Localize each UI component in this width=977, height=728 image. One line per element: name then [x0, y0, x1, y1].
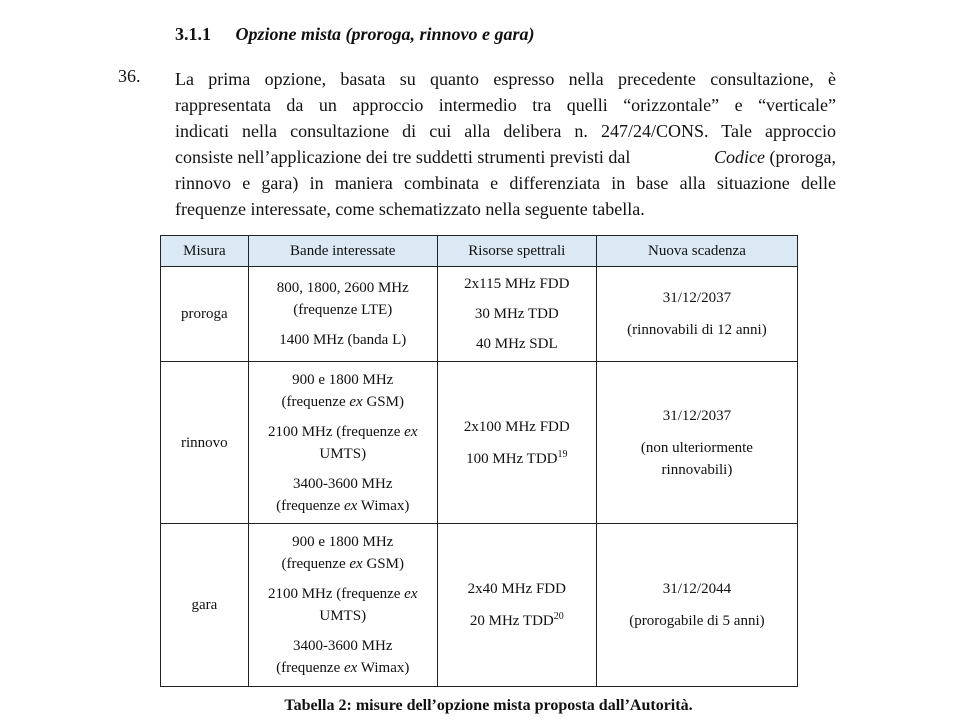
- table-row: [161, 362, 798, 524]
- cell-text: 2100 MHz (frequenze: [267, 586, 401, 602]
- italic-term: ex: [349, 393, 363, 410]
- cell-line: 31/12/2044: [662, 581, 732, 597]
- paragraph-line: indicati nella consultazione di cui alla delibera n. 247/24/CONS. Tale approccio: [175, 121, 836, 141]
- paragraph-line: rinnovo e gara) in maniera combinata e differenziata in base alla situazione delle: [175, 173, 836, 193]
- cell-line: 3400-3600 MHz: [292, 638, 393, 654]
- paragraph-line-text: consiste nell’applicazione dei tre suddetti strumenti previsti dal: [175, 147, 631, 167]
- cell-line: 31/12/2037: [662, 290, 732, 306]
- spacer: [442, 600, 592, 610]
- cell-line: 1400 MHz (banda L): [279, 332, 407, 348]
- section-title: Opzione mista (proroga, rinnovo e gara): [235, 24, 535, 44]
- spacer: [253, 413, 433, 421]
- italic-term: ex: [343, 660, 358, 676]
- bands-cell: [248, 524, 437, 687]
- cell-line: [253, 657, 433, 679]
- cell-text: 100 MHz TDD: [466, 450, 558, 467]
- cell-text: (frequenze: [276, 660, 341, 676]
- column-header: Risorse spettrali: [437, 236, 596, 267]
- table-caption: Tabella 2: misure dell’opzione mista proposta dall’Autorità.: [284, 697, 693, 714]
- cell-text: (frequenze: [281, 393, 346, 410]
- section-heading: [175, 24, 535, 45]
- cell-line: 900 e 1800 MHz: [292, 371, 394, 388]
- cell-line: (prorogabile di 5 anni): [629, 613, 765, 629]
- measure-cell: proroga: [161, 267, 249, 362]
- bands-cell: [248, 362, 437, 524]
- cell-line: 900 e 1800 MHz: [292, 534, 394, 550]
- cell-text: GSM): [366, 556, 404, 572]
- cell-text: (frequenze: [276, 497, 341, 514]
- cell-line: rinnovabili): [661, 461, 733, 478]
- measure-cell: gara: [161, 524, 249, 687]
- paragraph-line-text: (proroga,: [769, 147, 836, 167]
- table-header-row: [161, 236, 798, 267]
- cell-line: 31/12/2037: [662, 407, 732, 424]
- spacer: [253, 575, 433, 583]
- cell-line: [442, 610, 592, 632]
- spacer: [253, 465, 433, 473]
- italic-term: ex: [404, 586, 418, 602]
- spacer: [601, 427, 793, 437]
- cell-line: (rinnovabili di 12 anni): [627, 322, 767, 338]
- paragraph-line: frequenze interessate, come schematizzato nella seguente tabella.: [175, 199, 645, 219]
- cell-text: GSM): [366, 393, 404, 410]
- paragraph-body: [175, 66, 836, 222]
- measure-cell: rinnovo: [161, 362, 249, 524]
- spacer: [601, 600, 793, 610]
- deadline-cell: [596, 524, 797, 687]
- bands-cell: [248, 267, 437, 362]
- paragraph-line: rappresentata da un approccio intermedio tra quelli “orizzontale” e “verticale”: [175, 95, 836, 115]
- cell-line: [253, 421, 433, 443]
- column-header: Bande interessate: [248, 236, 437, 267]
- deadline-cell: [596, 267, 797, 362]
- cell-line: 40 MHz SDL: [475, 336, 558, 352]
- measures-table: [160, 235, 798, 687]
- cell-text: Wimax): [360, 497, 410, 514]
- cell-line: 2x100 MHz FDD: [463, 418, 570, 435]
- cell-line: 800, 1800, 2600 MHz: [276, 280, 409, 296]
- table-row: [161, 267, 798, 362]
- italic-term: ex: [349, 556, 363, 572]
- italic-term: ex: [343, 497, 358, 514]
- cell-line: (frequenze LTE): [293, 302, 393, 318]
- cell-line: 3400-3600 MHz: [292, 475, 393, 492]
- resources-cell: [437, 267, 596, 362]
- cell-line: [253, 553, 433, 575]
- section-number: 3.1.1: [175, 24, 211, 44]
- footnote-marker[interactable]: 19: [557, 448, 568, 460]
- deadline-cell: [596, 362, 797, 524]
- cell-line: 30 MHz TDD: [474, 306, 559, 322]
- cell-line: (non ulteriormente: [640, 439, 753, 456]
- spacer: [442, 325, 592, 333]
- paragraph-line: La prima opzione, basata su quanto espresso nella precedente consultazione, è: [175, 69, 836, 89]
- cell-line: UMTS): [319, 445, 367, 462]
- cell-text: 20 MHz TDD: [469, 613, 554, 629]
- spacer: [253, 321, 433, 329]
- resources-cell: [437, 524, 596, 687]
- footnote-marker[interactable]: 20: [553, 611, 564, 622]
- column-header: Nuova scadenza: [596, 236, 797, 267]
- italic-term: ex: [404, 423, 418, 440]
- cell-line: 2x115 MHz FDD: [464, 276, 570, 292]
- cell-line: [442, 448, 592, 470]
- cell-line: [253, 583, 433, 605]
- cell-line: UMTS): [319, 608, 367, 624]
- cell-text: (frequenze: [281, 556, 346, 572]
- spacer: [442, 438, 592, 448]
- italic-term: Codice: [714, 147, 766, 167]
- cell-line: 2x40 MHz FDD: [467, 581, 566, 597]
- cell-line: [253, 495, 433, 517]
- spacer: [253, 627, 433, 635]
- table-row: [161, 524, 798, 687]
- cell-text: 2100 MHz (frequenze: [267, 423, 401, 440]
- resources-cell: [437, 362, 596, 524]
- spacer: [442, 295, 592, 303]
- cell-text: Wimax): [360, 660, 410, 676]
- spacer: [601, 309, 793, 319]
- column-header: Misura: [161, 236, 249, 267]
- cell-line: [253, 391, 433, 413]
- paragraph-line-text: [714, 144, 836, 170]
- paragraph-line: [175, 144, 836, 170]
- paragraph-number: 36.: [118, 66, 141, 86]
